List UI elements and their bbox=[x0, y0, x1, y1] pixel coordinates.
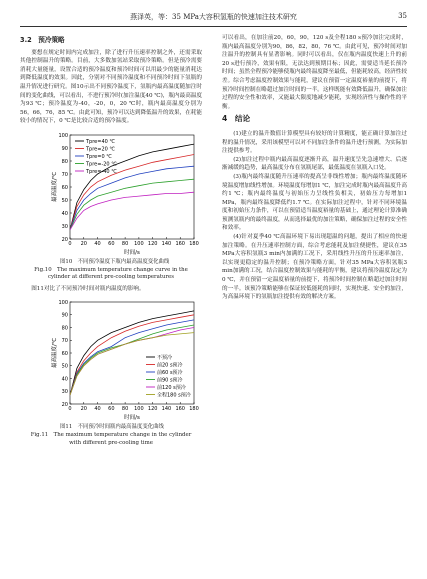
y-tick-label: 100 bbox=[58, 300, 68, 307]
x-tick-label: 160 bbox=[175, 240, 185, 247]
legend-entry: 前60 s预冷 bbox=[157, 370, 183, 377]
x-tick-label: 120 bbox=[147, 240, 158, 247]
conclusion-item: (1)建立的温升数值计算模型具有较好的计算精度，能正确计算加注过程的温升情况，采用该模型可以对不同加注条件的温升进行预测，为实际加注提供参考。 bbox=[222, 130, 407, 155]
y-tick-label: 40 bbox=[61, 210, 68, 217]
legend-entry: Tpre=20 ℃ bbox=[86, 146, 116, 153]
running-title: 燕泽英，等：35 MPa大容积氢瓶的快速加注技术研究 bbox=[130, 13, 297, 21]
conclusion-item: (3)瓶内最终温度随升压速率的提高呈非线性增加；瓶内最终温度随环境温度增加线性增加。环境温度每增加1 ℃，加注完成时瓶内最高温度升高约1 ℃；瓶内最终温度与初始压力呈线性负相关，初始压力每增加1 MPa，瓶内最终温度降低约1.7 ℃。在实际加注过程中，针对不同环境温度和初始压力条件，可以在预留适当温度裕量的基础上，通过理论计算准确预测氢瓶内的最终温度，从而选择最优的加注策略，确保加注过程的安全性和效率。 bbox=[222, 173, 408, 232]
y-tick-label: 70 bbox=[61, 338, 68, 345]
y-tick-label: 90 bbox=[61, 145, 68, 152]
x-tick-label: 40 bbox=[94, 406, 101, 413]
figure-11-chart bbox=[20, 296, 202, 424]
figure-11-caption-en: with different pre-cooling time bbox=[69, 439, 153, 446]
figure-11-caption-zh: 图11 不同预冷时间瓶内最高温度变化曲线 bbox=[60, 424, 164, 431]
y-tick-label: 50 bbox=[61, 197, 68, 204]
x-tick-label: 180 bbox=[189, 406, 199, 413]
header-rule bbox=[20, 26, 407, 27]
x-tick-label: 0 bbox=[68, 406, 72, 413]
legend-entry: Tpre=0 ℃ bbox=[86, 153, 112, 160]
legend-entry: 不预冷 bbox=[157, 355, 173, 362]
y-tick-label: 80 bbox=[61, 325, 68, 332]
paragraph: 图11对比了不同预冷时间对瓶内温度的影响。 bbox=[31, 285, 145, 292]
figure-10-chart bbox=[20, 129, 202, 259]
x-tick-label: 80 bbox=[121, 240, 129, 247]
y-axis-label: 最高温度/℃ bbox=[52, 338, 58, 369]
x-tick-label: 60 bbox=[108, 406, 115, 413]
legend-entry: 全程180 s预冷 bbox=[157, 392, 191, 399]
figure-10-caption-en: Fig.10 The maximum temperature change curve in the bbox=[34, 266, 188, 273]
y-tick-label: 50 bbox=[61, 363, 68, 370]
left-column bbox=[20, 34, 202, 447]
y-tick-label: 30 bbox=[61, 223, 68, 230]
figure-11-caption-en: Fig.11 The maximum temperature change in the cylinder bbox=[30, 431, 192, 438]
legend-entry: Tpre=-20 ℃ bbox=[86, 161, 117, 168]
paragraph: 可以看出，在加注前20，60，90，120 s及全程180 s预冷加注完成时，瓶内最高温度分别为90，86，82，80，76 ℃。由此可见，预冷时间对加注温升的控制具有显著影响。同时可以看出，仅在瓶内温度快速上升的前20 s进行预冷，效果有限，无法达到预期目标；因此，需要适当延长预冷时间；虽然全程预冷能够使瓶内最终温度降至最低，但能耗较高，经济性较差。综合考虑温度控制效果与能耗，建议在预留一定温度裕量的前提下，将预冷时间控制在略超过加注时间的一半。这样既能有效降低温升，确保加注过程的安全性和效率，又能最大限度地减少能耗，实现经济性与操作性的平衡。 bbox=[222, 35, 407, 110]
legend-entry: Tpre=-40 ℃ bbox=[86, 168, 117, 175]
y-tick-label: 40 bbox=[61, 376, 68, 383]
series-line bbox=[70, 192, 194, 230]
x-axis-label: 时间/s bbox=[124, 249, 140, 256]
conclusion-item: (2)加注过程中瓶内最高温度逐渐升高，温升速度呈先急速增大、后逐渐减缓的趋势，最高温度分布在氢瓶尾部，最低温度在氢瓶入口处。 bbox=[222, 156, 407, 172]
y-tick-label: 100 bbox=[58, 132, 68, 139]
y-tick-label: 20 bbox=[61, 402, 68, 409]
x-tick-label: 180 bbox=[189, 240, 199, 247]
x-tick-label: 60 bbox=[108, 240, 115, 247]
running-header bbox=[20, 12, 407, 24]
series-line bbox=[70, 179, 194, 230]
x-tick-label: 100 bbox=[134, 406, 144, 413]
legend-entry: Tpre=40 ℃ bbox=[86, 138, 116, 145]
section-heading-3-2: 3.2 预冷策略 bbox=[20, 36, 65, 44]
y-tick-label: 20 bbox=[61, 236, 68, 243]
y-tick-label: 90 bbox=[61, 312, 68, 319]
x-tick-label: 20 bbox=[80, 406, 87, 413]
x-tick-label: 100 bbox=[134, 240, 144, 247]
x-tick-label: 20 bbox=[80, 240, 87, 247]
y-tick-label: 30 bbox=[61, 389, 68, 396]
right-column bbox=[222, 34, 407, 302]
figure-10-caption-zh: 图10 不同预冷温度下瓶内最高温度变化曲线 bbox=[60, 258, 170, 265]
series-line bbox=[70, 166, 194, 230]
x-tick-label: 120 bbox=[147, 406, 158, 413]
paragraph: 要想在规定时间内完成加注，除了进行升压速率控制之外，还需采取其他控制温升的策略。目前，大多数加氢站采取预冷策略。但是预冷需要消耗大量能量，设置合适的预冷温度和预冷时间可以用最少的能量消耗达到降低温度的效果。因此，分别对不同预冷温度和不同预冷时间下氢瓶的温升情况进行研究。图10示出不同预冷温度下，氢瓶内最高温度随加注时间的变化曲线，可以看出，不进行预冷时(加注温度40 ℃)，瓶内最高温度为93 ℃；预冷温度为-40，-20，0，20 ℃时，瓶内最高温度分别为56，66，76，85 ℃。由此可知，预冷可以达到降低温升的效果，在耗能较小的情况下，0 ℃是比较合适的预冷温度。 bbox=[20, 49, 202, 125]
legend-entry: 前90 s预冷 bbox=[157, 377, 183, 384]
x-tick-label: 80 bbox=[121, 406, 129, 413]
figure-10-caption-en: cylinder at different pre-cooling temperatures bbox=[47, 274, 175, 281]
x-tick-label: 40 bbox=[94, 240, 101, 247]
y-axis-label: 最高温度/℃ bbox=[52, 171, 58, 202]
x-tick-label: 140 bbox=[161, 406, 172, 413]
y-tick-label: 60 bbox=[61, 184, 68, 191]
page-number: 35 bbox=[398, 12, 407, 20]
x-tick-label: 0 bbox=[68, 240, 72, 247]
x-tick-label: 140 bbox=[161, 240, 172, 247]
x-axis-label: 时间/s bbox=[124, 415, 140, 422]
x-tick-label: 160 bbox=[175, 406, 185, 413]
y-tick-label: 70 bbox=[61, 171, 68, 178]
y-tick-label: 60 bbox=[61, 351, 68, 358]
legend-entry: 前20 s预冷 bbox=[157, 362, 183, 369]
section-heading-4: 4 结论 bbox=[222, 114, 251, 124]
conclusion-item: (4)针对夏季40 ℃高温环境下易出现超温的问题，提出了相应的快速加注策略。在升压速率控制方面，综合考虑能耗及加注便捷性，建议在35 MPa大容积氢瓶3 min内加满的工况下，采用线性升压的升压速率加注，以实现更稳定的温升控制；在预冷策略方面，针对35 MPa大容积氢瓶3 min加满的工况，结合温度控制效果与能耗的平衡，建议将预冷温度设定为0 ℃，并在预留一定温度裕量的前提下，将预冷时间控制在略超过加注时间的一半。该预冷策略能够在保证较低能耗的同时，实现快速、安全的加注，为高温环境下的氢瓶加注提供有效的解决方案。 bbox=[222, 234, 408, 301]
y-tick-label: 80 bbox=[61, 158, 68, 165]
legend-entry: 前120 s预冷 bbox=[157, 385, 186, 392]
